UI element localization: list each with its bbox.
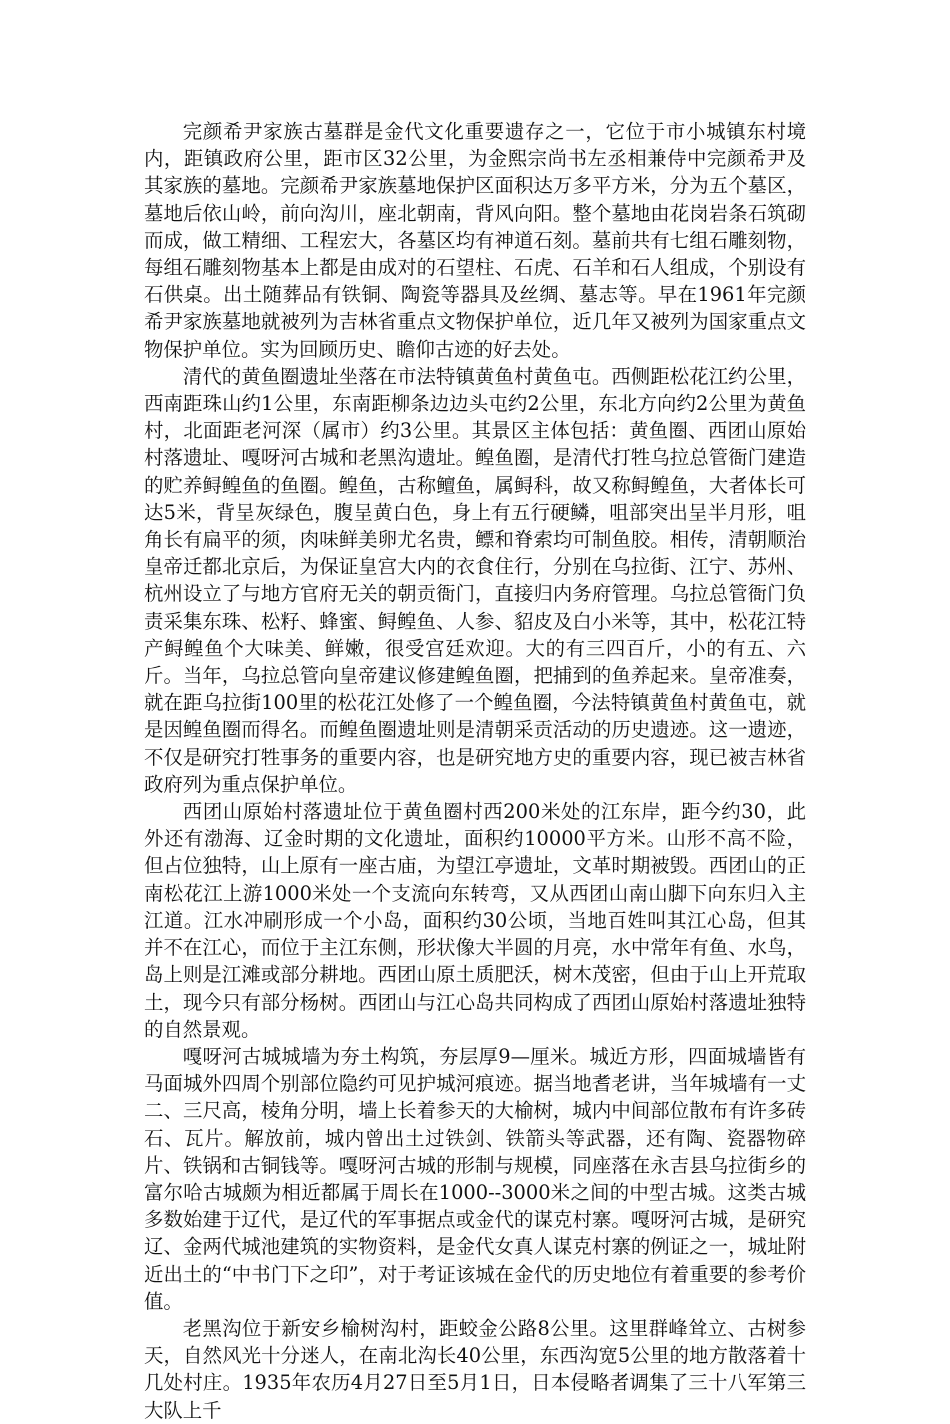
- paragraph-gayahe-city: 嘎呀河古城城墙为夯土构筑，夯层厚9—厘米。城近方形，四面城墙皆有马面城外四周个别部位隐约可见护城河痕迹。据当地耆老讲，当年城墙有一丈二、三尺高，棱角分明，墙上长着参天的大榆树，城内中间部位散布有许多砖石、瓦片。解放前，城内曾出土过铁剑、铁箭头等武器，还有陶、瓷器物碎片、铁锅和古铜钱等。嘎呀河古城的形制与规模，同座落在永吉县乌拉街乡的富尔哈古城颇为相近都属于周长在1000--3000米之间的中型古城。这类古城多数始建于辽代，是辽代的军事据点或金代的谋克村寨。嘎呀河古城，是研究辽、金两代城池建筑的实物资料，是金代女真人谋克村寨的例证之一，城址附近出土的“中书门下之印”，对于考证该城在金代的历史地位有着重要的参考价值。: [144, 1044, 806, 1313]
- paragraph-wanyan-tombs: 完颜希尹家族古墓群是金代文化重要遗存之一，它位于市小城镇东村境内，距镇政府公里，距市区32公里，为金熙宗尚书左丞相兼侍中完颜希尹及其家族的墓地。完颜希尹家族墓地保护区面积达万多平方米，分为五个墓区，墓地后依山岭，前向沟川，座北朝南，背风向阳。整个墓地由花岗岩条石筑砌而成，做工精细、工程宏大，各墓区均有神道石刻。墓前共有七组石雕刻物，每组石雕刻物基本上都是由成对的石望柱、石虎、石羊和石人组成，个别设有石供桌。出土随葬品有铁铜、陶瓷等器具及丝绸、墓志等。早在1961年完颜希尹家族墓地就被列为吉林省重点文物保护单位，近几年又被列为国家重点文物保护单位。实为回顾历史、瞻仰古迹的好去处。: [144, 120, 806, 361]
- paragraph-huangyu-circle: 清代的黄鱼圈遗址坐落在市法特镇黄鱼村黄鱼屯。西侧距松花江约公里，西南距珠山约1公里，东南距柳条边边头屯约2公里，东北方向约2公里为黄鱼村，北面距老河深（属市）约3公里。其景区主体包括：黄鱼圈、西团山原始村落遗址、嘎呀河古城和老黑沟遗址。鳇鱼圈，是清代打牲乌拉总管衙门建造的贮养鲟鳇鱼的鱼圈。鳇鱼，古称鳣鱼，属鲟科，故又称鲟鳇鱼，大者体长可达5米，背呈灰绿色，腹呈黄白色，身上有五行硬鳞，咀部突出呈半月形，咀角长有扁平的须，肉味鲜美卵尤名贵，鳔和脊索均可制鱼胶。相传，清朝顺治皇帝迁都北京后，为保证皇宫大内的衣食住行，分别在乌拉街、江宁、苏州、杭州设立了与地方官府无关的朝贡衙门，直接归内务府管理。乌拉总管衙门负责采集东珠、松籽、蜂蜜、鲟鳇鱼、人参、貂皮及白小米等，其中，松花江特产鲟鳇鱼个大味美、鲜嫩，很受宫廷欢迎。大的有三四百斤，小的有五、六斤。当年，乌拉总管向皇帝建议修建鳇鱼圈，把捕到的鱼养起来。皇帝准奏，就在距乌拉街100里的松花江处修了一个鳇鱼圈，今法特镇黄鱼村黄鱼屯，就是因鳇鱼圈而得名。而鳇鱼圈遗址则是清朝采贡活动的历史遗迹。这一遗迹，不仅是研究打牲事务的重要内容，也是研究地方史的重要内容，现已被吉林省政府列为重点保护单位。: [144, 364, 806, 796]
- paragraph-laoheigou: 老黑沟位于新安乡榆树沟村，距蛟金公路8公里。这里群峰耸立、古树参天，自然风光十分迷人，在南北沟长40公里，东西沟宽5公里的地方散落着十几处村庄。1935年农历4月27日至5月1日，日本侵略者调集了三十八军第三大队上千: [144, 1316, 806, 1422]
- paragraph-xituanshan-site: 西团山原始村落遗址位于黄鱼圈村西200米处的江东岸，距今约30，此外还有渤海、辽金时期的文化遗址，面积约10000平方米。山形不高不险，但占位独特，山上原有一座古庙，为望江亭遗址，文革时期被毁。西团山的正南松花江上游1000米处一个支流向东转弯，又从西团山南山脚下向东归入主江道。江水冲刷形成一个小岛，面积约30公顷，当地百姓叫其江心岛，但其并不在江心，而位于主江东侧，形状像大半圆的月亮，水中常年有鱼、水鸟，岛上则是江滩或部分耕地。西团山原土质肥沃，树木茂密，但由于山上开荒取土，现今只有部分杨树。西团山与江心岛共同构成了西团山原始村落遗址独特的自然景观。: [144, 800, 806, 1041]
- document-body: [144, 118, 806, 1424]
